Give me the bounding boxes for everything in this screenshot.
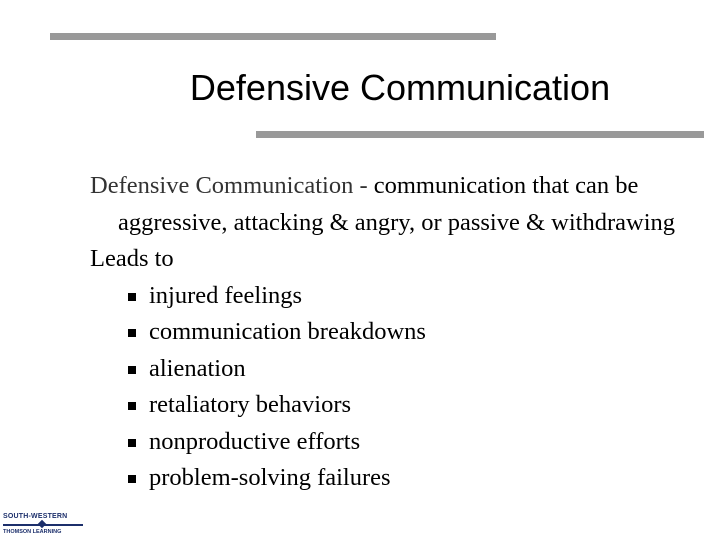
list-item-text: retaliatory behaviors bbox=[149, 391, 352, 418]
list-item bbox=[90, 387, 690, 424]
square-bullet-icon bbox=[128, 329, 136, 337]
list-item bbox=[90, 351, 690, 388]
logo-line-2: THOMSON LEARNING bbox=[3, 529, 62, 535]
list-item-text: problem-solving failures bbox=[149, 464, 391, 491]
title-rule-bottom bbox=[256, 131, 704, 138]
list-item-text: nonproductive efforts bbox=[149, 427, 361, 455]
definition-text: communication that can be aggressive, attacking & angry, or passive & withdrawing bbox=[118, 172, 676, 236]
logo-line-1: SOUTH-WESTERN bbox=[3, 513, 68, 520]
definition-term: Defensive Communication bbox=[90, 172, 354, 199]
square-bullet-icon bbox=[128, 366, 136, 374]
list-item-text: alienation bbox=[149, 354, 246, 382]
slide-title: Defensive Communication bbox=[189, 67, 611, 108]
list-item bbox=[90, 460, 690, 497]
list-item bbox=[90, 314, 690, 351]
square-bullet-icon bbox=[128, 402, 136, 410]
square-bullet-icon bbox=[128, 475, 136, 483]
list-item bbox=[90, 424, 690, 461]
list-item-text: communication breakdowns bbox=[149, 318, 426, 345]
square-bullet-icon bbox=[128, 293, 136, 301]
slide-body bbox=[90, 168, 690, 497]
title-rule-top bbox=[50, 33, 496, 40]
square-bullet-icon bbox=[128, 439, 136, 447]
publisher-logo bbox=[3, 513, 83, 535]
logo-star-icon bbox=[3, 522, 83, 528]
list-item-text: injured feelings bbox=[149, 281, 303, 309]
leads-to-label: Leads to bbox=[90, 245, 174, 272]
consequence-list bbox=[90, 278, 690, 497]
definition-paragraph bbox=[90, 168, 690, 241]
list-item bbox=[90, 278, 690, 315]
definition-separator: - bbox=[353, 172, 374, 199]
